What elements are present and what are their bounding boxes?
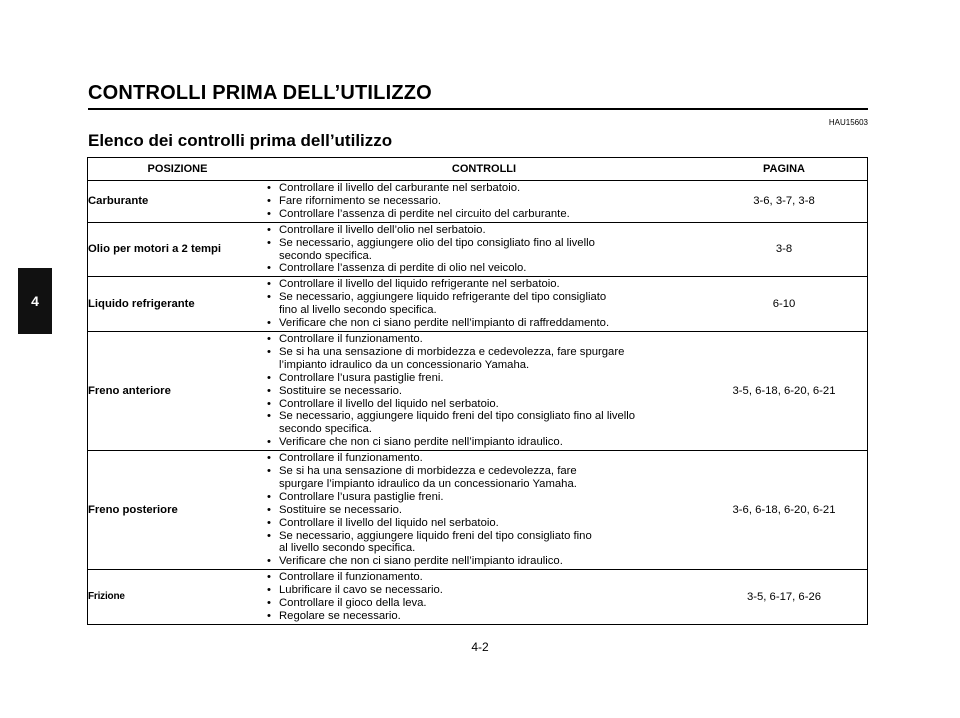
- bullet-icon: •: [267, 384, 271, 397]
- row-checks: [267, 451, 701, 570]
- bullet-icon: •: [267, 571, 271, 584]
- check-text: Controllare l’usura pastiglie freni.: [279, 490, 444, 503]
- check-text: Se necessario, aggiungere liquido freni del tipo consigliato fino al livello secondo specifica.: [279, 410, 636, 436]
- check-text: Controllare il livello del liquido nel serbatoio.: [279, 516, 499, 529]
- row-position: Freno posteriore: [88, 451, 268, 570]
- title-rule: [88, 108, 868, 110]
- bullet-icon: •: [267, 452, 271, 465]
- bullet-icon: •: [267, 345, 271, 358]
- check-text: Se necessario, aggiungere olio del tipo consigliato fino al livello secondo specifica.: [279, 236, 595, 262]
- check-item: [267, 346, 701, 372]
- bullet-icon: •: [267, 236, 271, 249]
- check-text: Controllare il funzionamento.: [279, 332, 423, 345]
- check-text: Verificare che non ci siano perdite nell’impianto idraulico.: [279, 555, 563, 568]
- row-position: Liquido refrigerante: [88, 277, 268, 332]
- check-text: Controllare il livello del carburante nel serbatoio.: [279, 182, 521, 194]
- table-header-row: [88, 158, 868, 181]
- check-item: [267, 333, 701, 346]
- document-code: HAU15603: [828, 118, 868, 127]
- check-text: Sostituire se necessario.: [279, 503, 403, 516]
- bullet-icon: •: [267, 490, 271, 503]
- table-row: [88, 181, 868, 223]
- check-text: Controllare il livello del liquido refrigerante nel serbatoio.: [279, 278, 560, 291]
- bullet-icon: •: [267, 597, 271, 610]
- bullet-icon: •: [267, 262, 271, 275]
- check-text: Controllare il gioco della leva.: [279, 597, 427, 610]
- bullet-icon: •: [267, 516, 271, 529]
- check-item: [267, 452, 701, 465]
- row-checks: [267, 181, 701, 223]
- check-item: [267, 517, 701, 530]
- check-text: Fare rifornimento se necessario.: [279, 194, 441, 207]
- check-item: [267, 291, 701, 317]
- column-header-page: PAGINA: [701, 158, 868, 181]
- bullet-icon: •: [267, 332, 271, 345]
- check-item: [267, 584, 701, 597]
- check-item: [267, 224, 701, 237]
- check-text: Controllare il livello dell’olio nel serbatoio.: [279, 223, 486, 236]
- bullet-icon: •: [267, 529, 271, 542]
- check-text: Verificare che non ci siano perdite nell’impianto idraulico.: [279, 436, 563, 449]
- check-item: [267, 491, 701, 504]
- check-item: [267, 385, 701, 398]
- bullet-icon: •: [267, 207, 271, 220]
- section-title: CONTROLLI PRIMA DELL’UTILIZZO: [88, 82, 432, 104]
- row-checks: [267, 277, 701, 332]
- check-text: Controllare il funzionamento.: [279, 571, 423, 584]
- bullet-icon: •: [267, 182, 271, 194]
- row-checks: [267, 222, 701, 277]
- check-text: Lubrificare il cavo se necessario.: [279, 584, 443, 597]
- check-text: Controllare il funzionamento.: [279, 452, 423, 465]
- page-subtitle: Elenco dei controlli prima dell’utilizzo: [88, 131, 393, 150]
- table-row: [88, 277, 868, 332]
- check-text: Se necessario, aggiungere liquido refrigerante del tipo consigliato fino al livello secondo specifica.: [279, 291, 607, 317]
- row-pages: 3-5, 6-18, 6-20, 6-21: [701, 331, 868, 450]
- bullet-icon: •: [267, 397, 271, 410]
- bullet-icon: •: [267, 503, 271, 516]
- row-pages: 3-8: [701, 222, 868, 277]
- check-text: Se necessario, aggiungere liquido freni del tipo consigliato fino al livello secondo specifica.: [279, 529, 592, 555]
- bullet-icon: •: [267, 317, 271, 330]
- check-text: Controllare il livello del liquido nel serbatoio.: [279, 397, 499, 410]
- bullet-icon: •: [267, 436, 271, 449]
- check-item: [267, 504, 701, 517]
- table-row: [88, 451, 868, 570]
- table-row: [88, 331, 868, 450]
- row-pages: 3-5, 6-17, 6-26: [701, 570, 868, 625]
- check-text: Controllare l’usura pastiglie freni.: [279, 371, 444, 384]
- bullet-icon: •: [267, 465, 271, 478]
- check-text: Se si ha una sensazione di morbidezza e cedevolezza, fare spurgare l’impianto idraulico da un concessionario Yamaha.: [279, 465, 577, 490]
- row-pages: 6-10: [701, 277, 868, 332]
- bullet-icon: •: [267, 291, 271, 304]
- check-text: Verificare che non ci siano perdite nell’impianto di raffreddamento.: [279, 317, 610, 330]
- row-checks: [267, 570, 701, 625]
- check-item: [267, 410, 701, 436]
- check-item: [267, 317, 701, 330]
- check-item: [267, 195, 701, 208]
- check-item: [267, 530, 701, 556]
- check-item: [267, 182, 701, 195]
- row-pages: 3-6, 6-18, 6-20, 6-21: [701, 451, 868, 570]
- bullet-icon: •: [267, 223, 271, 236]
- check-item: [267, 465, 701, 491]
- check-item: [267, 555, 701, 568]
- row-position: Olio per motori a 2 tempi: [88, 222, 268, 277]
- bullet-icon: •: [267, 584, 271, 597]
- row-checks: [267, 331, 701, 450]
- page-number: 4-2: [471, 640, 489, 654]
- check-item: [267, 610, 701, 623]
- row-pages: 3-6, 3-7, 3-8: [701, 181, 868, 223]
- check-item: [267, 237, 701, 263]
- bullet-icon: •: [267, 371, 271, 384]
- check-text: Se si ha una sensazione di morbidezza e cedevolezza, fare spurgare l’impianto idraulico da un concessionario Yamaha.: [279, 345, 625, 371]
- check-text: Sostituire se necessario.: [279, 384, 403, 397]
- bullet-icon: •: [267, 194, 271, 207]
- row-position: Carburante: [88, 181, 268, 223]
- check-item: [267, 436, 701, 449]
- bullet-icon: •: [267, 555, 271, 568]
- check-item: [267, 398, 701, 411]
- table-row: [88, 570, 868, 625]
- bullet-icon: •: [267, 410, 271, 423]
- table-row: [88, 222, 868, 277]
- table-body: [88, 181, 868, 625]
- bullet-icon: •: [267, 610, 271, 622]
- check-item: [267, 278, 701, 291]
- column-header-checks: CONTROLLI: [267, 158, 701, 181]
- check-text: Controllare l’assenza di perdite di olio nel veicolo.: [279, 262, 527, 275]
- check-item: [267, 597, 701, 610]
- check-text: Regolare se necessario.: [279, 610, 401, 622]
- pre-operation-checklist-table: [87, 157, 868, 625]
- check-item: [267, 262, 701, 275]
- check-item: [267, 208, 701, 221]
- bullet-icon: •: [267, 278, 271, 291]
- row-position: Freno anteriore: [88, 331, 268, 450]
- check-text: Controllare l’assenza di perdite nel circuito del carburante.: [279, 207, 570, 220]
- column-header-position: POSIZIONE: [88, 158, 268, 181]
- check-item: [267, 372, 701, 385]
- row-position: Frizione: [88, 570, 268, 625]
- chapter-tab: 4: [18, 268, 52, 334]
- check-item: [267, 571, 701, 584]
